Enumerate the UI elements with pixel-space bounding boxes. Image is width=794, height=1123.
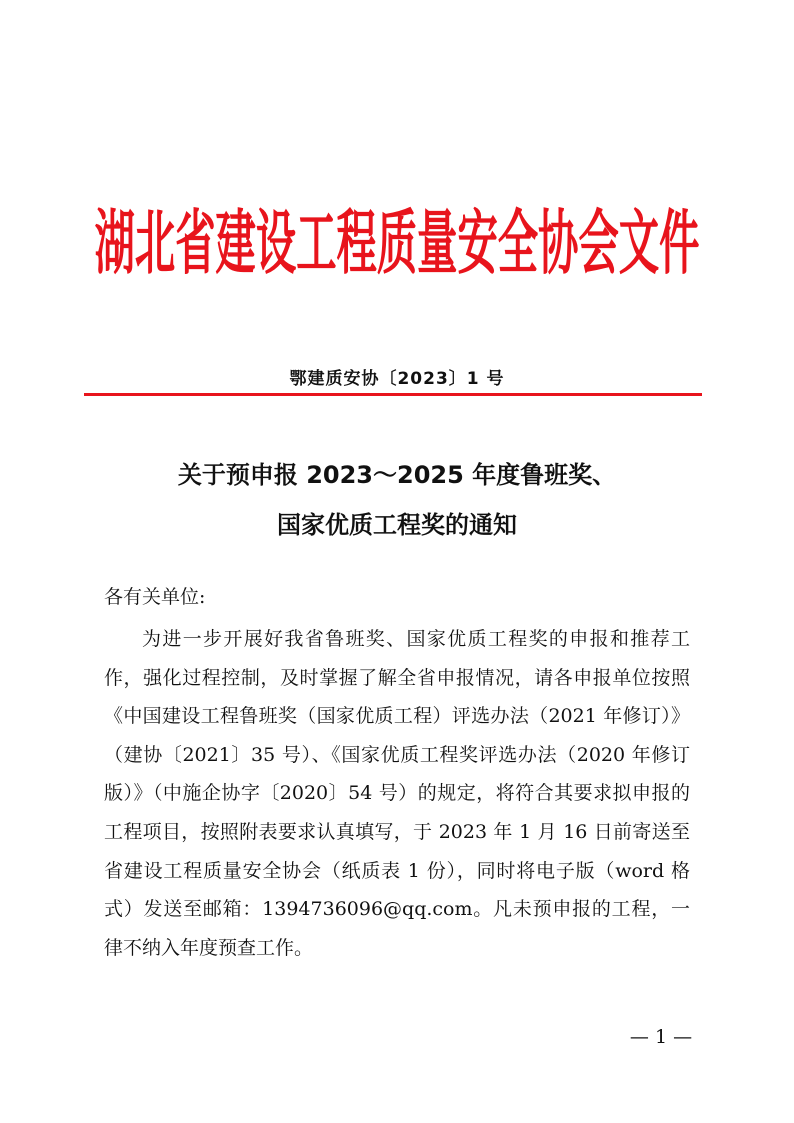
page-number: — 1 — [629, 1026, 693, 1048]
salutation: 各有关单位: [104, 586, 206, 608]
notice-title-line-2: 国家优质工程奖的通知 [277, 511, 517, 539]
document-number: 鄂建质安协〔2023〕1 号 [289, 369, 505, 389]
masthead-title: 湖北省建设工程质量安全协会文件 [94, 203, 700, 285]
notice-title-line-1: 关于预申报 2023～2025 年度鲁班奖、 [177, 461, 617, 489]
body-paragraph: 为进一步开展好我省鲁班奖、国家优质工程奖的申报和推荐工作，强化过程控制，及时掌握了解全省申报情况，请各申报单位按照《中国建设工程鲁班奖（国家优质工程）评选办法（2021 年修订）》（建协〔2021〕35 号）、《国家优质工程奖评选办法（2020 年修订版）》（中施企协字〔2020〕54 号）的规定，将符合其要求拟申报的工程项目，按照附表要求认真填写，于 2023 年 1 月 16 日前寄送至省建设工程质量安全协会（纸质表 1 份），同时将电子版（word 格式）发送至邮箱：1394736096@qq.com。凡未预申报的工程，一律不纳入年度预查工作。 [104, 628, 690, 959]
document-masthead [80, 188, 714, 288]
red-divider-line [84, 393, 702, 396]
